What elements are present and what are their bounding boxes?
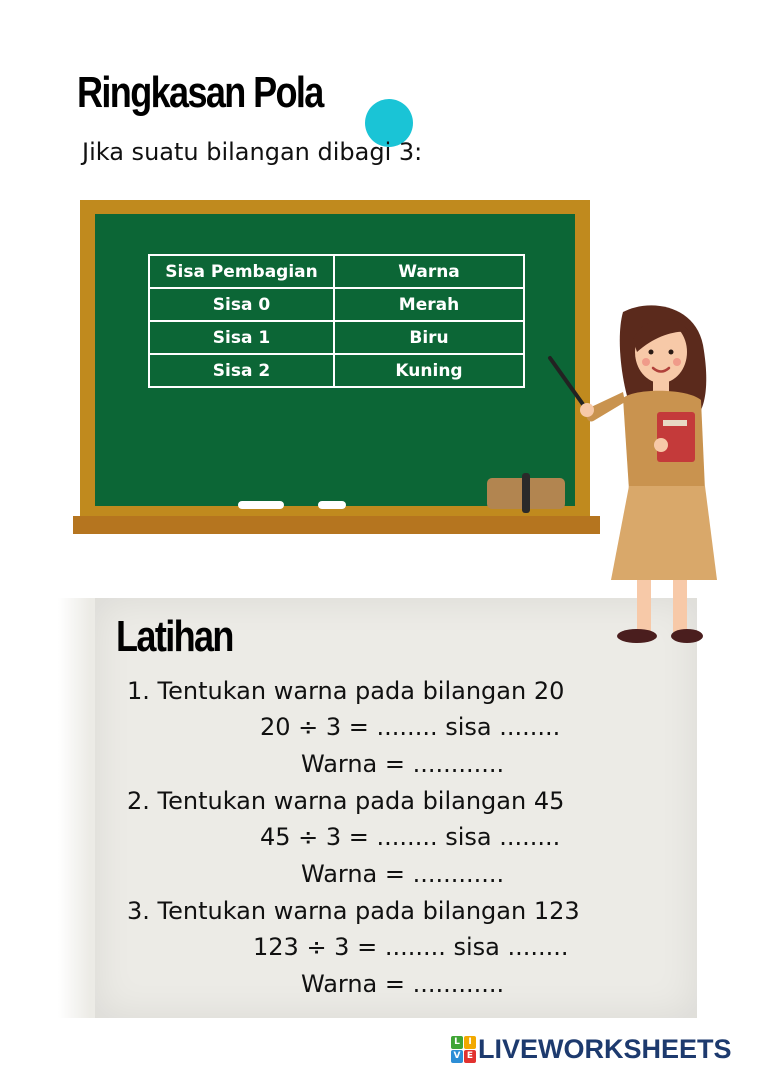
remainder-cell: Sisa 2 (149, 354, 334, 387)
question-2: 2. Tentukan warna pada bilangan 45 (127, 787, 565, 815)
liveworksheets-logo-icon: L I V E (451, 1036, 475, 1062)
paper-torn-edge (58, 598, 98, 1018)
table-row (149, 288, 524, 321)
table-row (149, 321, 524, 354)
table-row (149, 354, 524, 387)
color-cell: Kuning (334, 354, 524, 387)
color-answer-2: Warna = ............ (301, 860, 505, 888)
question-3: 3. Tentukan warna pada bilangan 123 (127, 897, 580, 925)
color-answer-1: Warna = ............ (301, 750, 505, 778)
header-color: Warna (334, 255, 524, 288)
question-1: 1. Tentukan warna pada bilangan 20 (127, 677, 565, 705)
eraser-band (522, 473, 530, 513)
practice-title: Latihan (116, 612, 233, 661)
chalk-piece-icon (318, 501, 346, 509)
teacher-illustration-icon (545, 300, 725, 660)
division-2: 45 ÷ 3 = ........ sisa ........ (260, 823, 561, 851)
page-title: Ringkasan Pola (77, 68, 323, 117)
division-3: 123 ÷ 3 = ........ sisa ........ (253, 933, 569, 961)
header-remainder: Sisa Pembagian (149, 255, 334, 288)
division-1: 20 ÷ 3 = ........ sisa ........ (260, 713, 561, 741)
remainder-cell: Sisa 0 (149, 288, 334, 321)
color-answer-3: Warna = ............ (301, 970, 505, 998)
liveworksheets-brand (451, 1034, 732, 1064)
color-cell: Biru (334, 321, 524, 354)
table-header-row (149, 255, 524, 288)
brand-name: LIVEWORKSHEETS (478, 1033, 732, 1064)
remainder-cell: Sisa 1 (149, 321, 334, 354)
chalkboard-ledge (73, 516, 600, 534)
color-cell: Merah (334, 288, 524, 321)
intro-text: Jika suatu bilangan dibagi 3: (82, 138, 423, 166)
remainder-color-table (148, 254, 525, 388)
chalk-piece-icon (238, 501, 284, 509)
